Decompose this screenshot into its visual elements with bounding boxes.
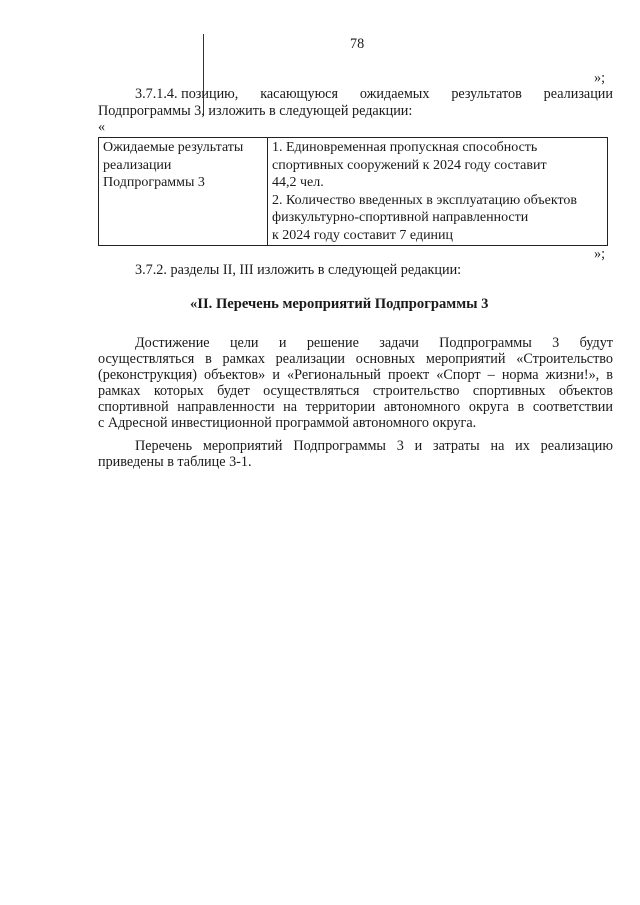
paragraph-line: Достижение цели и решение задачи Подпрограммы 3 будут xyxy=(135,335,613,351)
opening-quote: « xyxy=(98,119,106,135)
item-3714-line1 xyxy=(135,86,613,103)
cell-line: Подпрограммы 3 xyxy=(103,175,205,190)
table-cell-label xyxy=(99,138,268,246)
text-word: реализации xyxy=(543,86,613,102)
item-3714-line2: Подпрограммы 3, изложить в следующей редакции: xyxy=(98,103,413,119)
closing-quote: »; xyxy=(594,246,606,262)
paragraph-line: Перечень мероприятий Подпрограммы 3 и затраты на их реализацию xyxy=(135,438,613,454)
text-word: касающуюся xyxy=(260,86,338,102)
page-number: 78 xyxy=(350,36,365,52)
paragraph-line: приведены в таблице 3-1. xyxy=(98,454,252,470)
cell-line: физкультурно-спортивной направленности xyxy=(272,210,529,225)
table-cell-value xyxy=(268,138,608,246)
cell-line: реализации xyxy=(103,157,172,173)
paragraph-line: осуществляться в рамках реализации основных мероприятий «Строительство xyxy=(98,351,613,367)
text-word: результатов xyxy=(451,86,522,102)
cell-line: 2. Количество введенных в эксплуатацию объектов xyxy=(272,192,578,208)
cell-line: к 2024 году составит 7 единиц xyxy=(272,227,454,243)
text-word: 3.7.1.4. позицию, xyxy=(135,86,239,102)
paragraph-line: с Адресной инвестиционной программой автономного округа. xyxy=(98,415,477,431)
cell-line: 1. Единовременная пропускная способность xyxy=(272,140,538,155)
cell-line: Ожидаемые результаты xyxy=(103,140,244,155)
closing-quote: »; xyxy=(594,70,606,86)
section-heading: «II. Перечень мероприятий Подпрограммы 3 xyxy=(190,296,489,312)
paragraph-line: спортивной направленности на территории автономного округа в соответствии xyxy=(98,399,613,415)
text-word: ожидаемых xyxy=(359,86,430,102)
paragraph-line: рамках которых будет осуществляться строительство спортивных объектов xyxy=(98,383,613,399)
expected-results-table xyxy=(98,137,608,246)
cell-line: 44,2 чел. xyxy=(272,175,324,190)
item-372: 3.7.2. разделы II, III изложить в следующей редакции: xyxy=(135,262,462,278)
table-row xyxy=(99,138,608,246)
cell-line: спортивных сооружений к 2024 году составит xyxy=(272,157,547,173)
paragraph-line: (реконструкция) объектов» и «Региональный проект «Спорт – норма жизни!», в xyxy=(98,367,613,383)
